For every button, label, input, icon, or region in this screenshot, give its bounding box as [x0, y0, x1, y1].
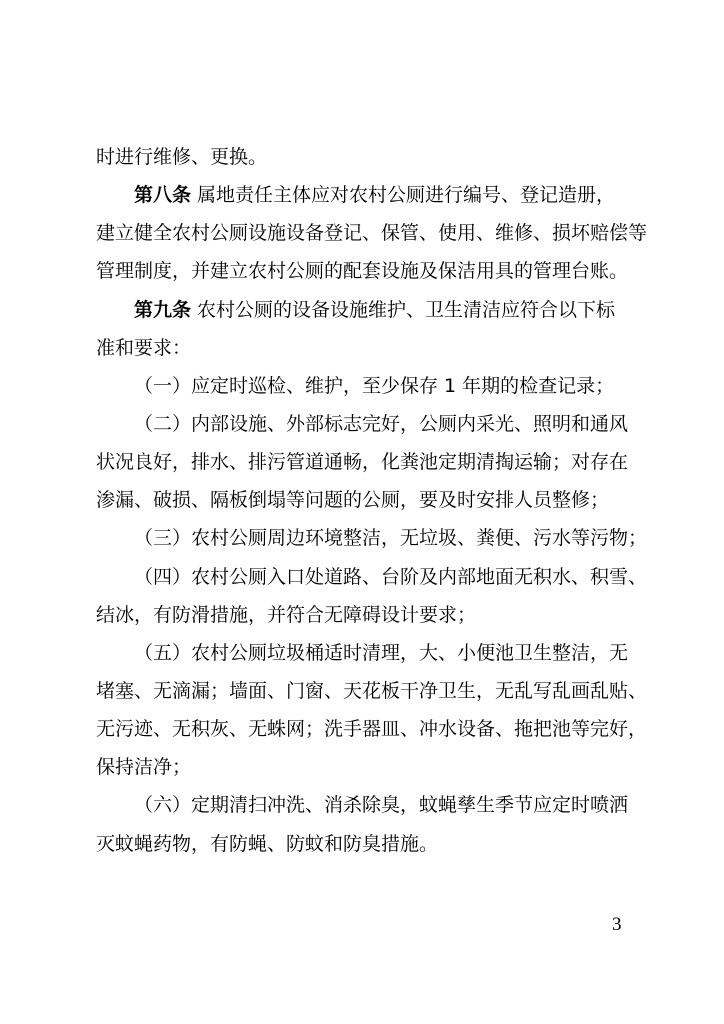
line-text: 农村公厕的设备设施维护、卫生清洁应符合以下标	[191, 299, 616, 321]
page-number: 3	[612, 914, 622, 935]
list-item-4	[134, 564, 694, 590]
list-item-2	[134, 411, 694, 437]
article-8-heading-line	[134, 182, 694, 208]
line-text: 灭蚊蝇药物，有防蝇、防蚊和防臭措施。	[96, 833, 439, 855]
line-text: 结冰，有防滑措施，并符合无障碍设计要求；	[96, 604, 477, 626]
list-item-6	[134, 792, 694, 818]
line-text: 时进行维修、更换。	[96, 146, 268, 168]
line-text: 准和要求：	[96, 337, 192, 359]
line-text: （二）内部设施、外部标志完好，公厕内采光、照明和通风	[134, 413, 629, 435]
list-item-5	[134, 640, 694, 666]
list-item-3	[134, 525, 694, 551]
article-number: 第九条	[134, 299, 192, 321]
text-line	[96, 716, 656, 742]
article-number: 第八条	[134, 184, 192, 206]
line-text: 建立健全农村公厕设施设备登记、保管、使用、维修、损坏赔偿等	[96, 222, 648, 244]
text-line	[96, 831, 656, 857]
article-9-heading-line	[134, 297, 694, 323]
line-text: 状况良好，排水、排污管道通畅，化粪池定期清掏运输；对存在	[96, 451, 629, 473]
line-text: 渗漏、破损、隔板倒塌等问题的公厕，要及时安排人员整修；	[96, 489, 610, 511]
text-line	[96, 678, 656, 704]
text-line	[96, 449, 656, 475]
text-line	[96, 258, 656, 284]
text-line	[96, 602, 656, 628]
line-text: 无污迹、无积灰、无蛛网；洗手器皿、冲水设备、拖把池等完好，	[96, 718, 648, 740]
line-text: 管理制度，并建立农村公厕的配套设施及保洁用具的管理台账。	[96, 260, 629, 282]
line-text: （三）农村公厕周边环境整洁，无垃圾、粪便、污水等污物；	[134, 527, 648, 549]
text-line	[96, 144, 656, 170]
line-text: 保持洁净；	[96, 756, 192, 778]
line-text: 属地责任主体应对农村公厕进行编号、登记造册，	[191, 184, 616, 206]
text-line	[96, 220, 656, 246]
text-line	[96, 487, 656, 513]
line-text: （五）农村公厕垃圾桶适时清理，大、小便池卫生整洁，无	[134, 642, 629, 664]
line-text: （一）应定时巡检、维护，至少保存 1 年期的检查记录；	[134, 375, 615, 397]
line-text: （四）农村公厕入口处道路、台阶及内部地面无积水、积雪、	[134, 566, 648, 588]
text-line	[96, 335, 656, 361]
list-item-1	[134, 373, 694, 399]
text-line	[96, 754, 656, 780]
line-text: 堵塞、无滴漏；墙面、门窗、天花板干净卫生，无乱写乱画乱贴、	[96, 680, 648, 702]
line-text: （六）定期清扫冲洗、消杀除臭，蚊蝇孳生季节应定时喷洒	[134, 794, 629, 816]
